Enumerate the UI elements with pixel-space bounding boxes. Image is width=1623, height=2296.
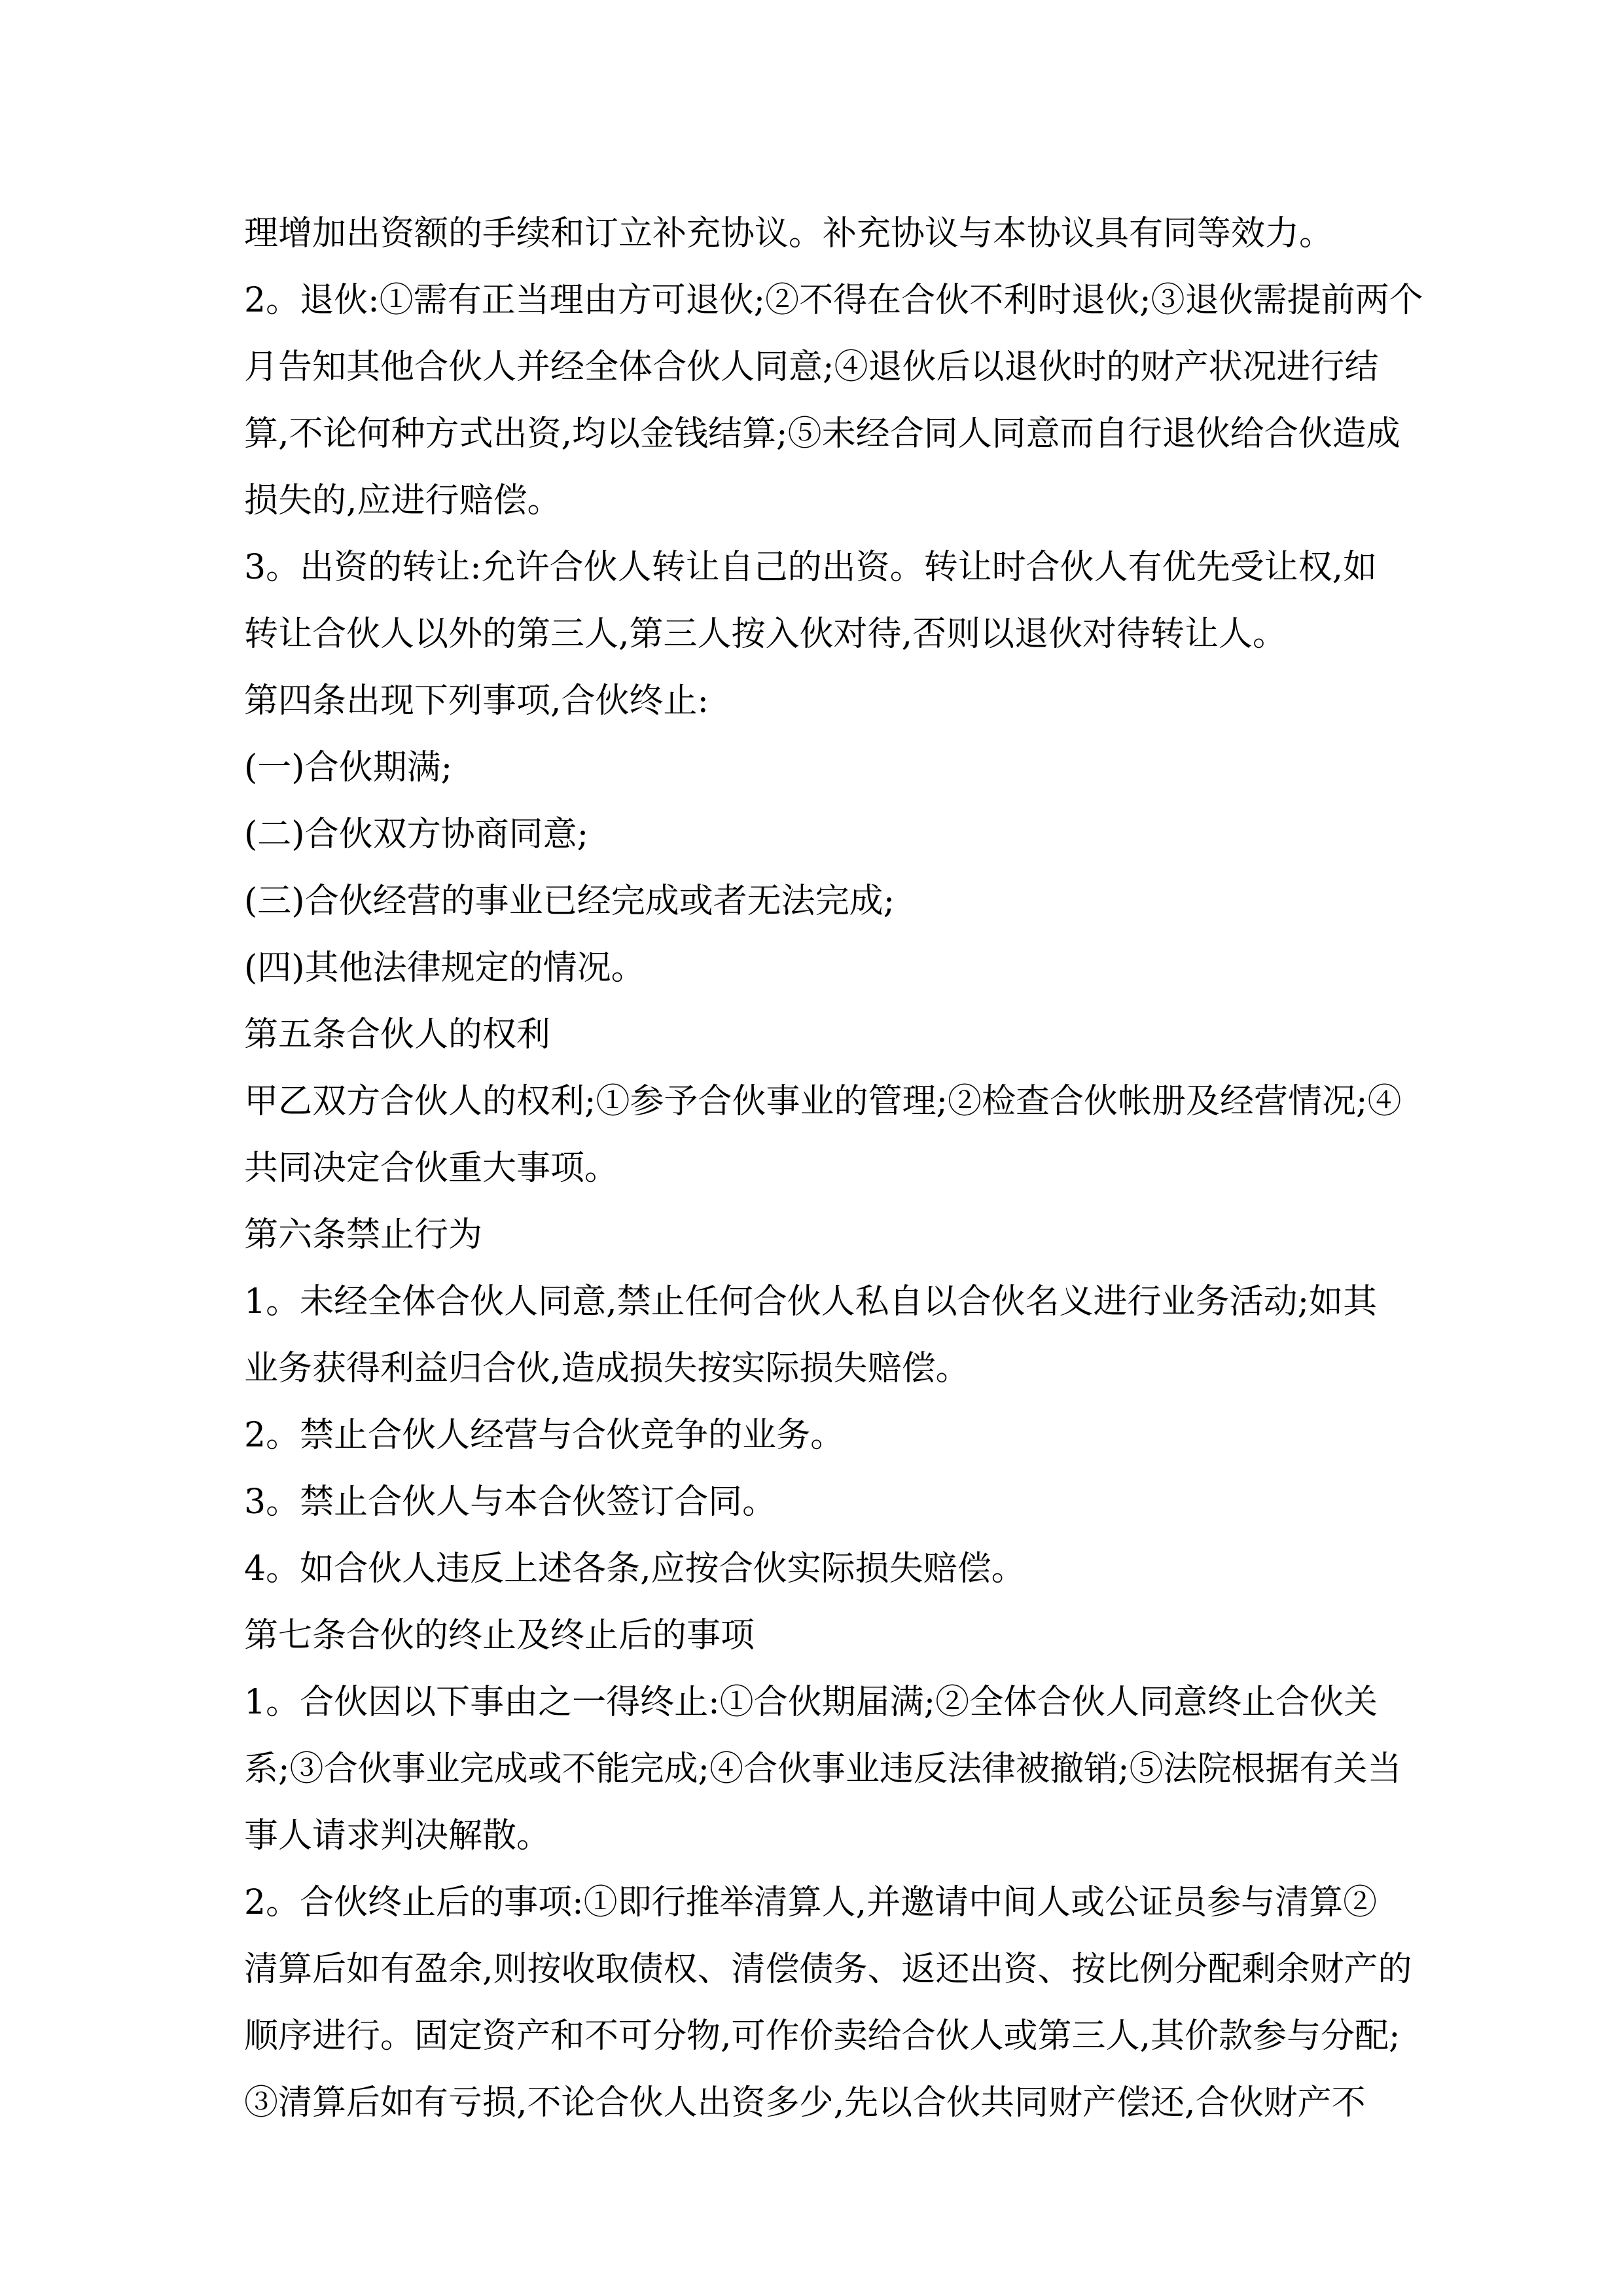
list-item: (四)其他法律规定的情况。 [244, 948, 645, 988]
text-line: 理增加出资额的手续和订立补充协议。补充协议与本协议具有同等效力。 [244, 214, 1334, 253]
text-line: 顺序进行。固定资产和不可分物,可作价卖给合伙人或第三人,其价款参与分配; [244, 2017, 1400, 2056]
section-heading: 第七条合伙的终止及终止后的事项 [244, 1616, 755, 1655]
text-line: 共同决定合伙重大事项。 [244, 1149, 619, 1188]
text-line: 甲乙双方合伙人的权利;①参予合伙事业的管理;②检查合伙帐册及经营情况;④ [244, 1082, 1402, 1121]
text-line: 损失的,应进行赔偿。 [244, 481, 562, 520]
text-line: 1。未经全体合伙人同意,禁止任何合伙人私自以合伙名义进行业务活动;如其 [244, 1282, 1378, 1321]
text-line: 1。合伙因以下事由之一得终止:①合伙期届满;②全体合伙人同意终止合伙关 [244, 1683, 1378, 1722]
list-item: (二)合伙双方协商同意; [244, 815, 589, 854]
text-line: 算,不论何种方式出资,均以金钱结算;⑤未经合同人同意而自行退伙给合伙造成 [244, 414, 1400, 454]
text-line: 业务获得利益归合伙,造成损失按实际损失赔偿。 [244, 1349, 970, 1388]
list-item: (一)合伙期满; [244, 748, 453, 787]
text-line: 2。禁止合伙人经营与合伙竞争的业务。 [244, 1416, 845, 1455]
text-line: 4。如合伙人违反上述各条,应按合伙实际损失赔偿。 [244, 1549, 1026, 1588]
text-line: 清算后如有盈余,则按收取债权、清偿债务、返还出资、按比例分配剩余财产的 [244, 1950, 1412, 1989]
text-line: 2。退伙:①需有正当理由方可退伙;②不得在合伙不利时退伙;③退伙需提前两个 [244, 281, 1423, 320]
text-line: 系;③合伙事业完成或不能完成;④合伙事业违反法律被撤销;⑤法院根据有关当 [244, 1749, 1402, 1789]
text-line: 月告知其他合伙人并经全体合伙人同意;④退伙后以退伙时的财产状况进行结 [244, 348, 1379, 387]
section-heading: 第五条合伙人的权利 [244, 1015, 551, 1054]
list-item: (三)合伙经营的事业已经完成或者无法完成; [244, 882, 895, 921]
text-line: 3。禁止合伙人与本合伙签订合同。 [244, 1482, 777, 1522]
text-line: 3。出资的转让:允许合伙人转让自己的出资。转让时合伙人有优先受让权,如 [244, 548, 1378, 587]
document-body [244, 200, 1423, 2136]
text-line: 事人请求判决解散。 [244, 1816, 551, 1856]
section-heading: 第四条出现下列事项,合伙终止: [244, 681, 709, 721]
text-line: 转让合伙人以外的第三人,第三人按入伙对待,否则以退伙对待转让人。 [244, 615, 1287, 654]
text-line: ③清算后如有亏损,不论合伙人出资多少,先以合伙共同财产偿还,合伙财产不 [244, 2083, 1366, 2123]
section-heading: 第六条禁止行为 [244, 1215, 483, 1255]
text-line: 2。合伙终止后的事项:①即行推举清算人,并邀请中间人或公证员参与清算② [244, 1883, 1378, 1922]
